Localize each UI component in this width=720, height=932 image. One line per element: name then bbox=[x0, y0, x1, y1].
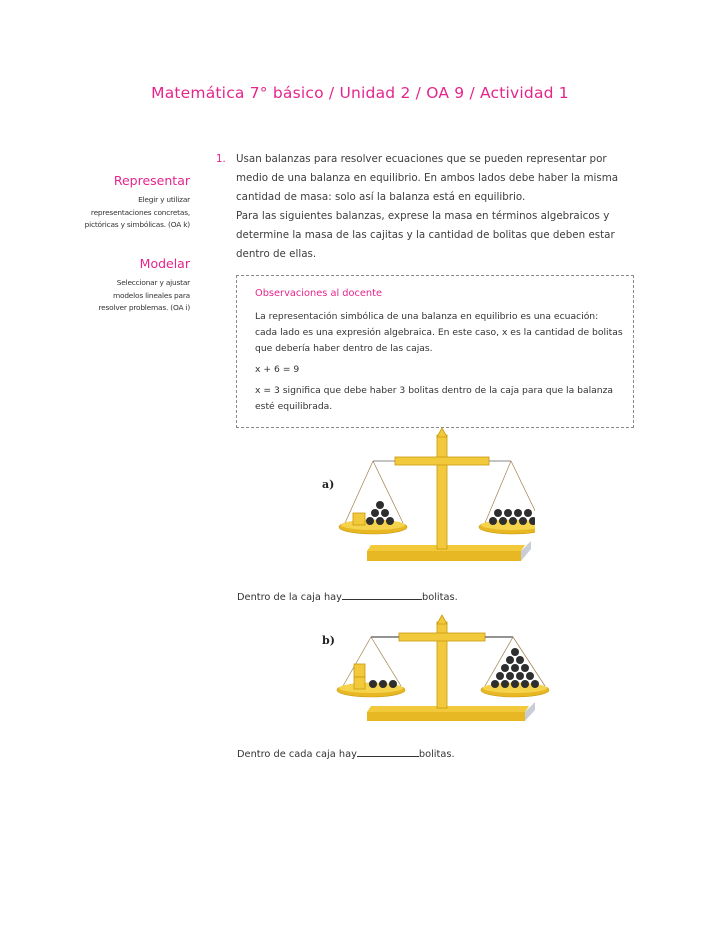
skill-desc-line: Elegir y utilizar bbox=[138, 195, 190, 204]
skill-desc-line: modelos lineales para bbox=[113, 290, 190, 300]
answer-suffix: bolitas. bbox=[418, 749, 455, 760]
skill-desc-line: resolver problemas. (OA i) bbox=[98, 303, 190, 313]
teacher-notes-title: Observaciones al docente bbox=[255, 288, 382, 299]
teacher-notes-paragraph: La representación simbólica de una balanza en equilibrio es una ecuación: cada lado es una expresión algebraica. En este caso, x es la cantidad de bolitas que debería haber dentro de las cajas. bbox=[255, 311, 623, 354]
answer-blank-b[interactable] bbox=[357, 746, 419, 757]
skill-title: Modelar bbox=[139, 256, 190, 271]
question-paragraph: Usan balanzas para resolver ecuaciones que se pueden representar por medio de una balanza en equilibrio. En ambos lados debe haber la misma cantidad de masa: solo así la balanza está en equilibrio. bbox=[236, 153, 619, 203]
exercise-label: b) bbox=[322, 634, 335, 647]
skill-desc-line: pictóricas y simbólicas. (OA k) bbox=[84, 220, 190, 230]
skill-modelar bbox=[40, 256, 190, 315]
skill-desc-line: Seleccionar y ajustar bbox=[116, 278, 190, 287]
teacher-notes-equation: x + 6 = 9 bbox=[255, 364, 300, 375]
answer-line-b bbox=[237, 746, 455, 760]
answer-prefix: Dentro de la caja hay bbox=[237, 592, 342, 603]
skill-title: Representar bbox=[113, 173, 190, 188]
skill-desc-line: representaciones concretas, bbox=[90, 207, 190, 217]
question-paragraph: Para las siguientes balanzas, exprese la masa en términos algebraicos y determine la masa de las cajitas y la cantidad de bolitas que deben estar dentro de ellas. bbox=[236, 210, 615, 260]
answer-suffix: bolitas. bbox=[421, 592, 458, 603]
question-number: 1. bbox=[216, 153, 226, 165]
page-title: Matemática 7° básico / Unidad 2 / OA 9 / Actividad 1 bbox=[151, 84, 569, 102]
answer-prefix: Dentro de cada caja hay bbox=[237, 749, 357, 760]
balance-scale-b-image bbox=[335, 612, 565, 727]
teacher-notes-paragraph: x = 3 significa que debe haber 3 bolitas dentro de la caja para que la balanza esté equilibrada. bbox=[255, 385, 614, 412]
skill-representar bbox=[40, 173, 190, 232]
teacher-notes-box bbox=[236, 275, 634, 428]
question-1 bbox=[216, 150, 626, 264]
answer-line-a bbox=[237, 589, 458, 603]
exercise-label: a) bbox=[322, 478, 335, 491]
answer-blank-a[interactable] bbox=[342, 589, 422, 600]
balance-scale-a-image bbox=[335, 425, 535, 565]
